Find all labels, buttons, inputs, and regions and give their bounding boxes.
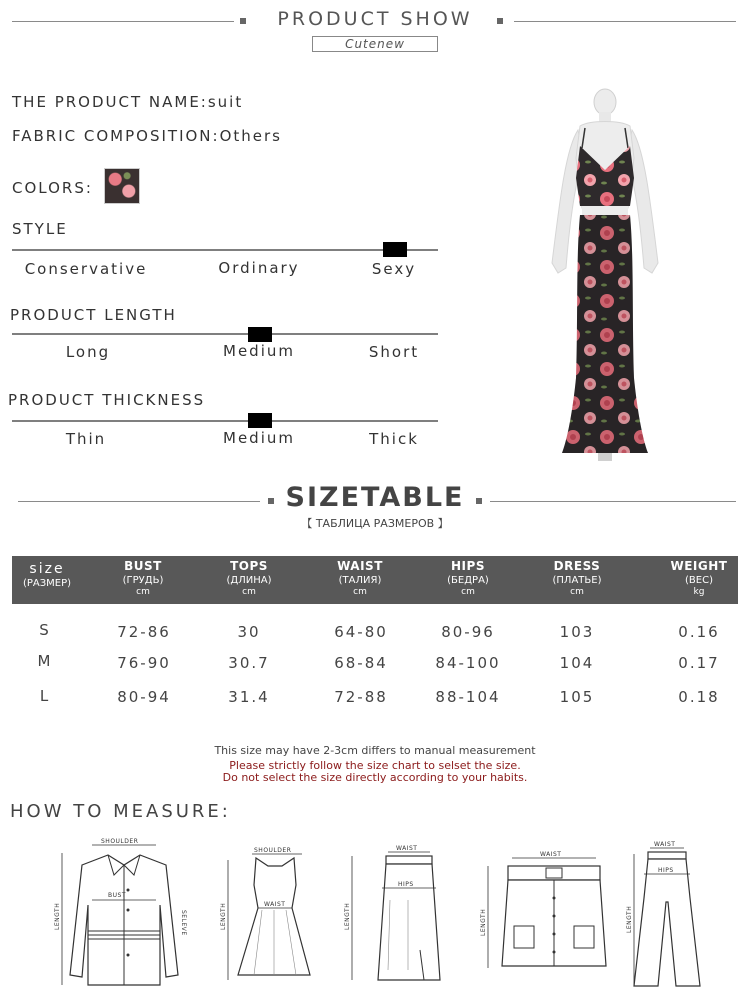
brand-name: Cutenew bbox=[312, 36, 438, 52]
label-waist: WAIST bbox=[396, 845, 418, 852]
product-photo bbox=[530, 88, 680, 463]
table-cell: L bbox=[39, 687, 51, 705]
table-cell: 84-100 bbox=[435, 654, 501, 672]
jacket-measure-diagram bbox=[48, 835, 198, 995]
thickness-label: PRODUCT THICKNESS bbox=[8, 391, 206, 409]
label-waist: WAIST bbox=[264, 901, 286, 908]
table-cell: 31.4 bbox=[228, 688, 270, 706]
thickness-option-thin: Thin bbox=[65, 430, 107, 448]
section-title-product-show: PRODUCT SHOW bbox=[277, 8, 473, 30]
label-waist: WAIST bbox=[654, 841, 676, 848]
sizetable-subtitle: 【 ТАБЛИЦА РАЗМЕРОВ 】 bbox=[301, 517, 449, 530]
length-option-medium: Medium bbox=[223, 342, 295, 360]
style-scale bbox=[12, 249, 438, 251]
color-swatch-floral[interactable] bbox=[104, 168, 140, 204]
size-warning-2: Do not select the size directly according to your habits. bbox=[222, 771, 528, 784]
col-waist: WAIST (ТАЛИЯ) cm bbox=[337, 559, 383, 597]
section-title-how-to-measure: HOW TO MEASURE: bbox=[10, 801, 231, 822]
label-length: LENGTH bbox=[220, 902, 227, 930]
style-option-sexy: Sexy bbox=[371, 260, 417, 278]
size-table-header bbox=[12, 556, 738, 604]
skirt-measure-diagram bbox=[340, 840, 450, 990]
length-label: PRODUCT LENGTH bbox=[10, 306, 177, 324]
col-tops: TOPS (ДЛИНА) cm bbox=[226, 559, 272, 597]
col-bust: BUST (ГРУДЬ) cm bbox=[122, 559, 164, 597]
table-cell: 80-96 bbox=[441, 623, 495, 641]
thickness-marker bbox=[248, 413, 272, 428]
style-option-ordinary: Ordinary bbox=[218, 259, 300, 277]
style-marker bbox=[383, 242, 407, 257]
label-shoulder: SHOULDER bbox=[254, 847, 292, 854]
col-hips: HIPS (БЕДРА) cm bbox=[447, 559, 489, 597]
table-cell: 103 bbox=[559, 623, 595, 641]
style-label: STYLE bbox=[12, 220, 68, 238]
col-size: size (РАЗМЕР) bbox=[22, 561, 72, 589]
label-hips: HIPS bbox=[398, 881, 414, 888]
label-sleeve: SELEVE bbox=[180, 910, 187, 936]
section-title-sizetable: SIZETABLE bbox=[285, 482, 465, 513]
thickness-option-thick: Thick bbox=[369, 430, 419, 448]
thickness-scale bbox=[12, 420, 438, 422]
measurement-note: This size may have 2-3cm differs to manual measurement bbox=[214, 744, 536, 757]
table-cell: 88-104 bbox=[435, 688, 501, 706]
col-weight: WEIGHT (ВЕС) kg bbox=[670, 559, 728, 597]
label-length: LENGTH bbox=[54, 902, 61, 930]
label-waist: WAIST bbox=[540, 851, 562, 858]
label-shoulder: SHOULDER bbox=[101, 838, 139, 845]
table-cell: 104 bbox=[559, 654, 595, 672]
label-length: LENGTH bbox=[626, 905, 633, 933]
style-option-conservative: Conservative bbox=[24, 260, 148, 278]
label-length: LENGTH bbox=[480, 908, 487, 936]
colors-label: COLORS: bbox=[12, 179, 93, 197]
thickness-option-medium: Medium bbox=[223, 429, 295, 447]
table-cell: M bbox=[37, 652, 53, 670]
label-hips: HIPS bbox=[658, 867, 674, 874]
length-option-long: Long bbox=[65, 343, 111, 361]
length-scale bbox=[12, 333, 438, 335]
table-cell: 64-80 bbox=[334, 623, 388, 641]
table-cell: 30 bbox=[237, 623, 261, 641]
length-marker bbox=[248, 327, 272, 342]
table-cell: 80-94 bbox=[117, 688, 171, 706]
size-warning-1: Please strictly follow the size chart to selset the size. bbox=[229, 759, 521, 772]
pants-measure-diagram bbox=[620, 838, 710, 993]
table-cell: 72-86 bbox=[117, 623, 171, 641]
col-dress: DRESS (ПЛАТЬЕ) cm bbox=[552, 559, 602, 597]
length-option-short: Short bbox=[368, 343, 420, 361]
label-length: LENGTH bbox=[344, 902, 351, 930]
mini-skirt-measure-diagram bbox=[478, 846, 618, 976]
table-cell: 72-88 bbox=[334, 688, 388, 706]
table-cell: 105 bbox=[559, 688, 595, 706]
product-name: THE PRODUCT NAME:suit bbox=[12, 93, 244, 111]
table-cell: 76-90 bbox=[117, 654, 171, 672]
sizetable-square-right bbox=[476, 498, 482, 504]
table-cell: S bbox=[39, 621, 51, 639]
header-square-right bbox=[497, 18, 503, 24]
label-bust: BUST bbox=[108, 892, 126, 899]
fabric-composition: FABRIC COMPOSITION:Others bbox=[12, 127, 282, 145]
table-cell: 0.17 bbox=[678, 654, 720, 672]
sizetable-rule-right bbox=[490, 501, 736, 502]
table-cell: 30.7 bbox=[228, 654, 270, 672]
table-cell: 68-84 bbox=[334, 654, 388, 672]
dress-measure-diagram bbox=[212, 840, 312, 990]
table-cell: 0.16 bbox=[678, 623, 720, 641]
table-cell: 0.18 bbox=[678, 688, 720, 706]
header-rule-right bbox=[514, 21, 736, 22]
